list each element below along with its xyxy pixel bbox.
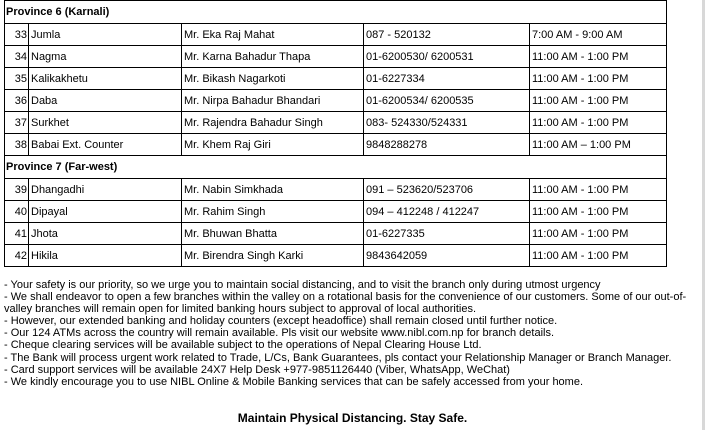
cell-hours: 11:00 AM - 1:00 PM [530, 201, 667, 223]
notice-item: - However, our extended banking and holiday counters (except headoffice) shall remain closed until further notice. [4, 315, 558, 328]
province-header-row [5, 1, 667, 24]
cell-phone: 091 – 523620/523706 [364, 179, 530, 201]
table-row [5, 46, 667, 68]
cell-phone: 01-6227335 [364, 223, 530, 245]
cell-branch: Dhangadhi [29, 179, 182, 201]
cell-phone: 01-6200530/ 6200531 [364, 46, 530, 68]
table-row [5, 223, 667, 245]
notice-item: - We shall endeavor to open a few branches within the valley on a rotational basis for the convenience of our customers. Some of our out-of-valley branches will remain open for limited banking hours subject to approval of local authorities. [4, 291, 687, 316]
notice-item: - Cheque clearing services will be available subject to the operations of Nepal Clearing House Ltd. [4, 339, 482, 352]
cell-no: 38 [5, 134, 29, 156]
cell-branch: Jumla [29, 24, 182, 46]
branch-table [4, 0, 667, 267]
cell-branch: Hikila [29, 245, 182, 267]
cell-manager: Mr. Khem Raj Giri [182, 134, 364, 156]
cell-manager: Mr. Birendra Singh Karki [182, 245, 364, 267]
cell-branch: Jhota [29, 223, 182, 245]
table-row [5, 134, 667, 156]
notice-item: - Our 124 ATMs across the country will remain available. Pls visit our website www.nibl.com.np for branch details. [4, 327, 555, 340]
cell-phone: 01-6227334 [364, 68, 530, 90]
cell-branch: Babai Ext. Counter [29, 134, 182, 156]
cell-branch: Kalikakhetu [29, 68, 182, 90]
cell-phone: 9843642059 [364, 245, 530, 267]
cell-manager: Mr. Bikash Nagarkoti [182, 68, 364, 90]
cell-phone: 9848288278 [364, 134, 530, 156]
cell-no: 41 [5, 223, 29, 245]
cell-phone: 083- 524330/524331 [364, 112, 530, 134]
table-row [5, 179, 667, 201]
table-row [5, 24, 667, 46]
cell-no: 36 [5, 90, 29, 112]
cell-manager: Mr. Eka Raj Mahat [182, 24, 364, 46]
cell-manager: Mr. Nabin Simkhada [182, 179, 364, 201]
footer-slogan: Maintain Physical Distancing. Stay Safe. [237, 411, 468, 425]
table-row [5, 112, 667, 134]
table-row [5, 245, 667, 267]
notice-item: - We kindly encourage you to use NIBL Online & Mobile Banking services that can be safely accessed from your home. [4, 375, 584, 388]
province-header-row [5, 156, 667, 179]
cell-branch: Nagma [29, 46, 182, 68]
cell-hours: 11:00 AM - 1:00 PM [530, 90, 667, 112]
cell-no: 39 [5, 179, 29, 201]
cell-hours: 11:00 AM - 1:00 PM [530, 46, 667, 68]
notice-list [4, 279, 702, 388]
cell-branch: Dipayal [29, 201, 182, 223]
cell-hours: 11:00 AM - 1:00 PM [530, 179, 667, 201]
cell-manager: Mr. Rahim Singh [182, 201, 364, 223]
notice-item: - The Bank will process urgent work related to Trade, L/Cs, Bank Guarantees, pls contact your Relationship Manager or Branch Manager. [4, 351, 672, 364]
province-title: Province 7 (Far-west) [5, 156, 667, 179]
cell-no: 33 [5, 24, 29, 46]
cell-branch: Daba [29, 90, 182, 112]
cell-hours: 11:00 AM - 1:00 PM [530, 245, 667, 267]
cell-no: 35 [5, 68, 29, 90]
cell-no: 37 [5, 112, 29, 134]
table-row [5, 201, 667, 223]
cell-manager: Mr. Rajendra Bahadur Singh [182, 112, 364, 134]
cell-manager: Mr. Karna Bahadur Thapa [182, 46, 364, 68]
notice-item: - Card support services will be available 24X7 Help Desk +977-9851126440 (Viber, WhatsApp, WeChat) [4, 363, 510, 376]
cell-hours: 11:00 AM - 1:00 PM [530, 112, 667, 134]
cell-no: 34 [5, 46, 29, 68]
notice-item: - Your safety is our priority, so we urge you to maintain social distancing, and to visit the branch only during utmost urgency [4, 279, 601, 291]
cell-phone: 087 - 520132 [364, 24, 530, 46]
cell-manager: Mr. Nirpa Bahadur Bhandari [182, 90, 364, 112]
cell-hours: 7:00 AM - 9:00 AM [530, 24, 667, 46]
cell-hours: 11:00 AM - 1:00 PM [530, 68, 667, 90]
table-row [5, 90, 667, 112]
cell-no: 40 [5, 201, 29, 223]
province-title: Province 6 (Karnali) [5, 1, 667, 24]
cell-hours: 11:00 AM – 1:00 PM [530, 134, 667, 156]
cell-phone: 094 – 412248 / 412247 [364, 201, 530, 223]
cell-phone: 01-6200534/ 6200535 [364, 90, 530, 112]
branch-table-container [4, 0, 666, 267]
cell-no: 42 [5, 245, 29, 267]
cell-branch: Surkhet [29, 112, 182, 134]
table-row [5, 68, 667, 90]
cell-manager: Mr. Bhuwan Bhatta [182, 223, 364, 245]
cell-hours: 11:00 AM - 1:00 PM [530, 223, 667, 245]
